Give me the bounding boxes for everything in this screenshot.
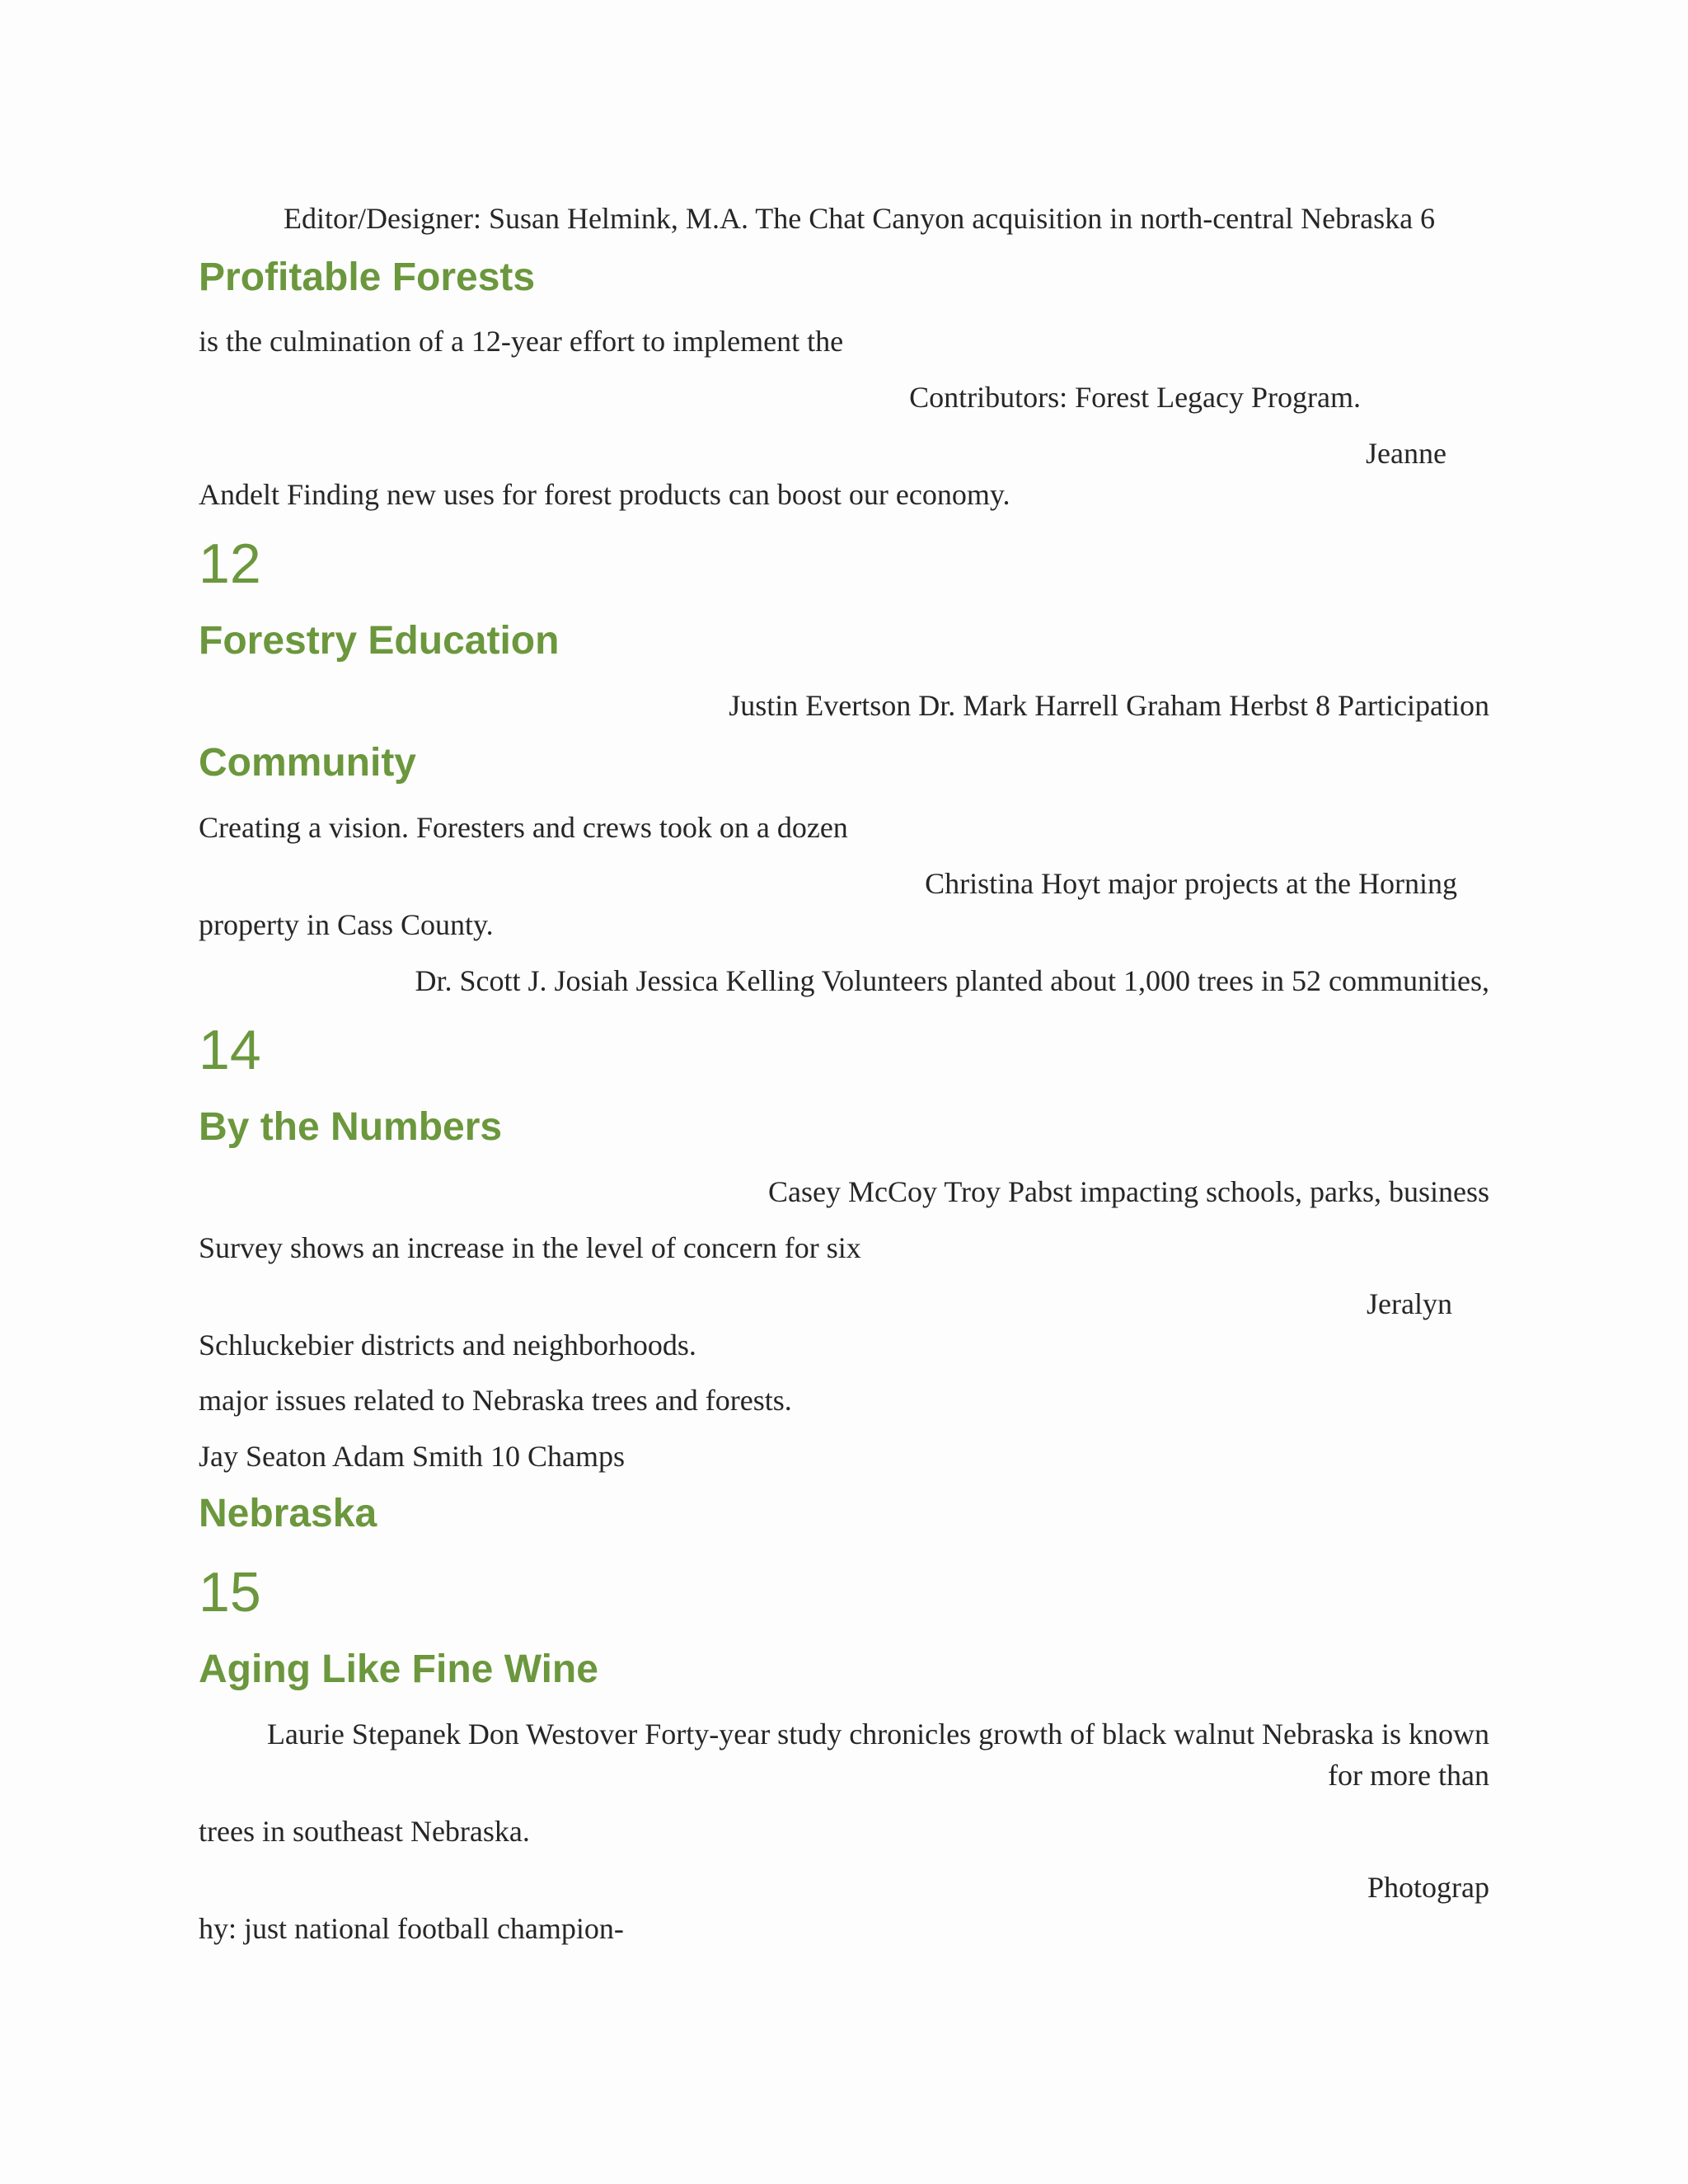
- section-heading-aging-like-fine-wine: Aging Like Fine Wine: [199, 1647, 598, 1691]
- section-heading-community: Community: [199, 741, 416, 785]
- text-line: Schluckebier districts and neighborhoods.: [199, 1329, 696, 1361]
- contributor-name: Jeralyn: [1367, 1287, 1452, 1320]
- text-line: Andelt Finding new uses for forest products can boost our economy.: [199, 478, 1010, 511]
- contributor-names-line: Justin Evertson Dr. Mark Harrell Graham Herbst 8 Participation: [729, 689, 1489, 722]
- text-line: trees in southeast Nebraska.: [199, 1815, 530, 1848]
- section-heading-nebraska: Nebraska: [199, 1492, 377, 1535]
- text-line: property in Cass County.: [199, 908, 494, 941]
- text-line: is the culmination of a 12-year effort to implement the: [199, 325, 844, 358]
- masthead-contributors-line: Contributors: Forest Legacy Program.: [909, 381, 1361, 414]
- text-line: Survey shows an increase in the level of concern for six: [199, 1231, 861, 1264]
- text-line: Laurie Stepanek Don Westover Forty-year study chronicles growth of black walnut Nebraska is known: [266, 1718, 1489, 1750]
- page-number-12: 12: [199, 532, 261, 595]
- text-line: for more than: [1328, 1759, 1489, 1792]
- text-line: Creating a vision. Foresters and crews took on a dozen: [199, 811, 848, 844]
- text-line: Casey McCoy Troy Pabst impacting schools, parks, business: [767, 1175, 1489, 1208]
- text-line: hy: just national football champion-: [199, 1912, 624, 1945]
- text-line: Jay Seaton Adam Smith 10 Champs: [199, 1440, 625, 1473]
- section-heading-profitable-forests: Profitable Forests: [199, 255, 536, 299]
- text-line: Christina Hoyt major projects at the Horning: [925, 867, 1457, 900]
- section-heading-forestry-education: Forestry Education: [199, 619, 560, 663]
- contributor-name: Jeanne: [1366, 437, 1447, 470]
- page-number-15: 15: [199, 1561, 261, 1624]
- section-heading-by-the-numbers: By the Numbers: [199, 1105, 503, 1149]
- page-number-14: 14: [199, 1019, 261, 1081]
- text-line: Dr. Scott J. Josiah Jessica Kelling Volunteers planted about 1,000 trees in 52 communities,: [415, 964, 1489, 997]
- text-line: major issues related to Nebraska trees and forests.: [199, 1384, 792, 1417]
- masthead-editor-line: Editor/Designer: Susan Helmink, M.A. The Chat Canyon acquisition in north-central Nebraska 6: [284, 202, 1436, 235]
- photography-credit-label: Photograp: [1367, 1871, 1489, 1904]
